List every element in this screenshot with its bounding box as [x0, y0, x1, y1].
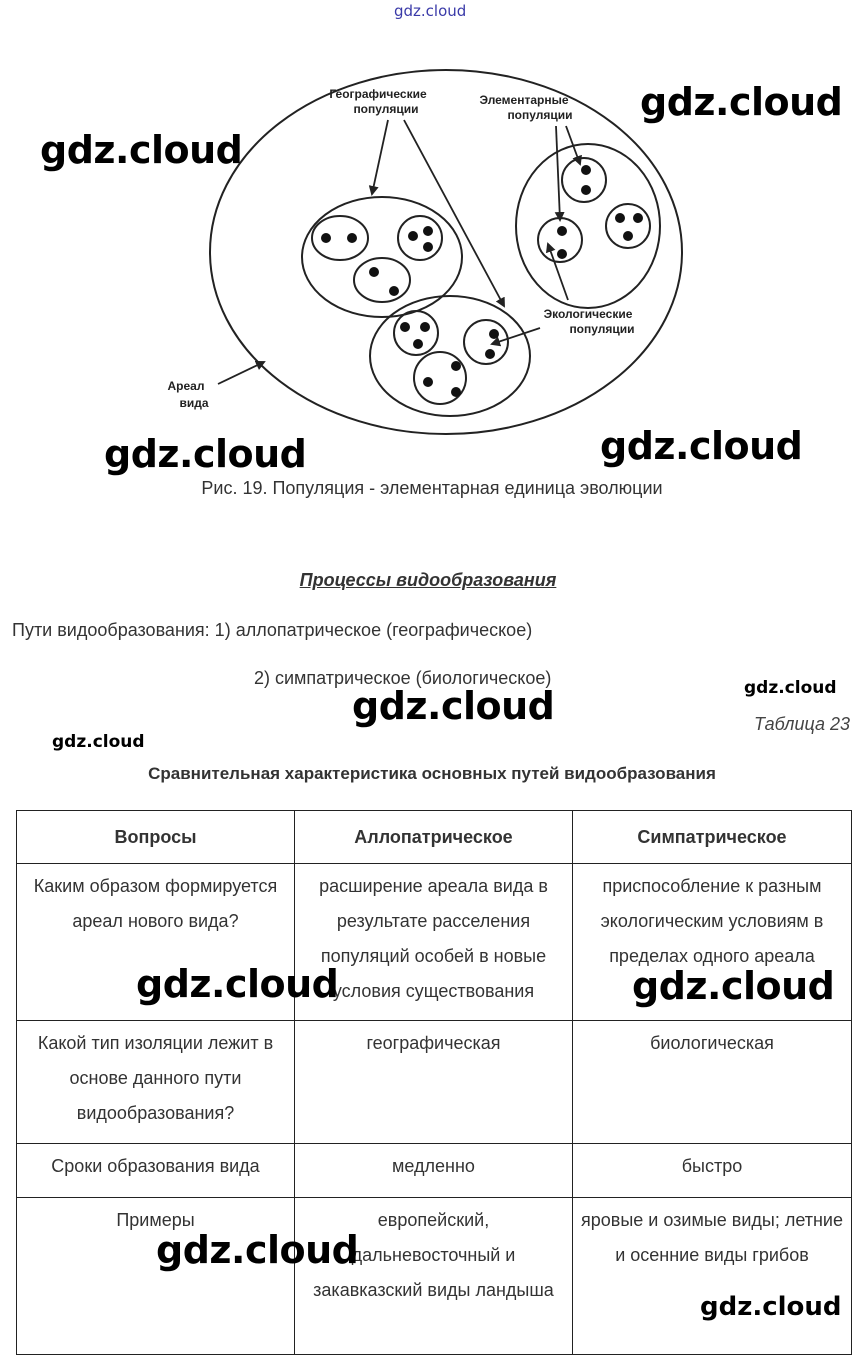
watermark-text: gdz.cloud: [700, 1292, 842, 1322]
table-row: [17, 1144, 852, 1198]
population-circle: [464, 320, 508, 364]
table-cell: Какой тип изоляции лежит в основе данного пути видообразования?: [17, 1021, 295, 1144]
comparison-table: [16, 810, 852, 1355]
table-header-cell: Симпатрическое: [573, 811, 852, 864]
species-range-label: вида: [179, 396, 209, 410]
ecological-populations-label: популяции: [569, 322, 635, 336]
table-cell: быстро: [573, 1144, 852, 1198]
watermark-text: gdz.cloud: [744, 678, 837, 698]
ecological-populations-label: Экологические: [543, 307, 633, 321]
table-cell: биологическая: [573, 1021, 852, 1144]
watermark-text: gdz.cloud: [394, 2, 467, 20]
table-row: [17, 1198, 852, 1355]
figure-caption: Рис. 19. Популяция - элементарная единица эволюции: [201, 478, 663, 498]
watermark-text: gdz.cloud: [136, 962, 339, 1006]
table-cell: Сроки образования вида: [17, 1144, 295, 1198]
watermark-text: gdz.cloud: [640, 80, 843, 124]
geographic-populations-label: популяции: [353, 102, 419, 116]
table-cell: Примеры: [17, 1198, 295, 1355]
elementary-populations-label: Элементарные: [479, 93, 569, 107]
watermark-text: gdz.cloud: [156, 1228, 359, 1272]
watermark-text: gdz.cloud: [600, 424, 803, 468]
species-range-label: Ареал: [167, 379, 205, 393]
table-header-row: [17, 811, 852, 864]
population-circle: [354, 258, 410, 302]
watermark-text: gdz.cloud: [632, 964, 835, 1008]
population-diagram: [0, 0, 864, 470]
watermark-text: gdz.cloud: [104, 432, 307, 476]
population-circle: [312, 216, 368, 260]
table-cell: медленно: [295, 1144, 573, 1198]
table-cell: яровые и озимые виды; летние и осенние виды грибов: [573, 1198, 852, 1355]
population-circle: [398, 216, 442, 260]
section-heading: Процессы видообразования: [299, 570, 557, 590]
table-number: Таблица 23: [753, 714, 850, 734]
table-row: [17, 1021, 852, 1144]
population-circle: [606, 204, 650, 248]
table-cell: европейский, дальневосточный и закавказский виды ландыша: [295, 1198, 573, 1355]
table-cell: Каким образом формируется ареал нового вида?: [17, 864, 295, 1021]
table-cell: расширение ареала вида в результате расселения популяций особей в новые условия существования: [295, 864, 573, 1021]
speciation-paths-line-1: Пути видообразования: 1) аллопатрическое (географическое): [12, 620, 533, 640]
watermark-text: gdz.cloud: [40, 128, 243, 172]
watermark-text: gdz.cloud: [352, 684, 555, 728]
geographic-populations-label: Географические: [329, 87, 427, 101]
table-header-cell: Аллопатрическое: [295, 811, 573, 864]
table-header-cell: Вопросы: [17, 811, 295, 864]
elementary-populations-label: популяции: [507, 108, 573, 122]
table-cell: приспособление к разным экологическим условиям в пределах одного ареала: [573, 864, 852, 1021]
table-title: Сравнительная характеристика основных путей видообразования: [148, 764, 716, 783]
species-range-ellipse: [210, 70, 682, 434]
speciation-paths-line-2: 2) симпатрическое (биологическое): [254, 668, 552, 688]
population-circle: [562, 158, 606, 202]
geographic-population-ellipse: [370, 296, 530, 416]
table-cell: географическая: [295, 1021, 573, 1144]
watermark-text: gdz.cloud: [52, 732, 145, 752]
